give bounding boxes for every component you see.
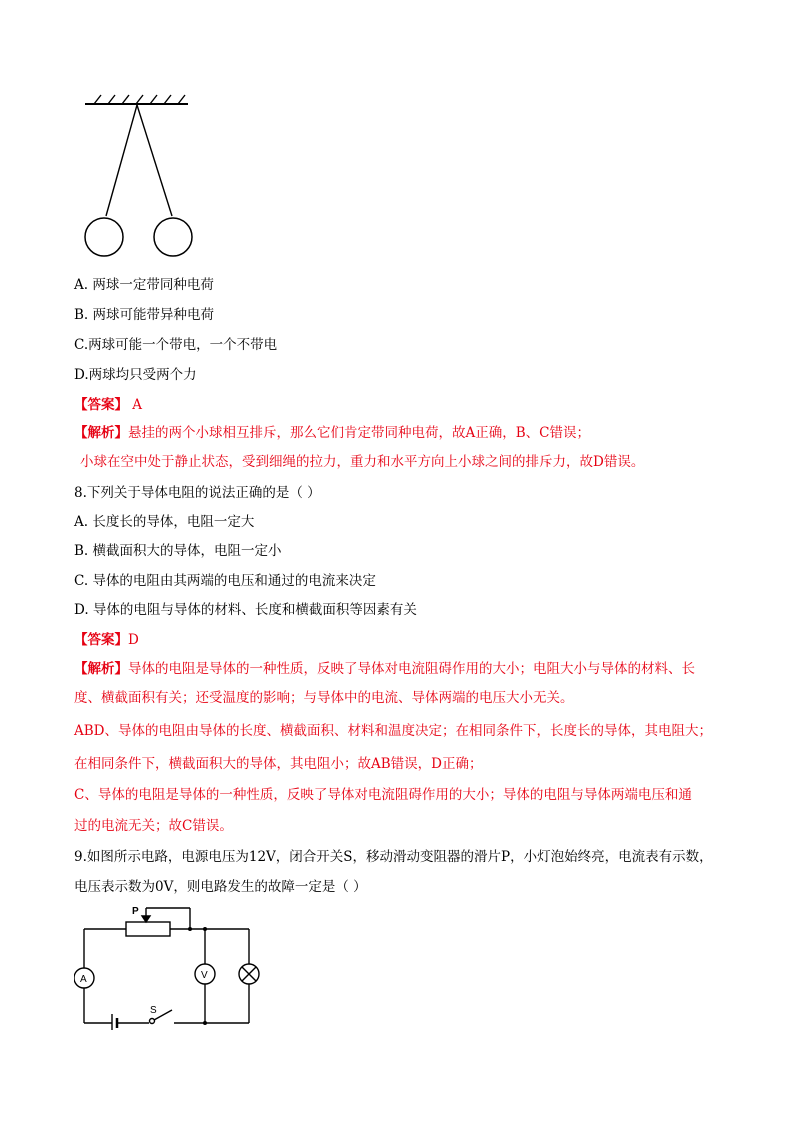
switch-label: S [150,1005,157,1016]
ammeter-label: A [80,974,87,985]
q8-option-a: A. 长度长的导体，电阻一定大 [74,514,255,530]
q7-analysis [74,424,590,442]
q8-analysis-line-4: 在相同条件下，横截面积大的导体，其电阻小；故AB错误，D正确； [74,756,483,772]
circuit-figure [74,900,264,1030]
analysis-text: 悬挂的两个小球相互排斥，那么它们肯定带同种电荷，故A正确，B、C错误； [128,425,590,441]
q9-stem-line-1: 9.如图所示电路，电源电压为12V，闭合开关S，移动滑动变阻器的滑片P，小灯泡始终亮，电流表有示数， [74,849,713,865]
q7-option-d: D.两球均只受两个力 [74,367,197,383]
right-ball [154,218,192,256]
q8-analysis-line-6: 过的电流无关；故C错误。 [74,818,233,834]
answer-label: 【答案】 [74,397,128,413]
left-ball [85,218,123,256]
q8-analysis-line-3: ABD、导体的电阻由导体的长度、横截面积、材料和温度决定；在相同条件下，长度长的导体，其电阻大； [74,723,712,739]
q8-analysis-line-5: C、导体的电阻是导体的一种性质，反映了导体对电流阻碍作用的大小；导体的电阻与导体两端电压和通 [74,787,692,803]
q8-option-b: B. 横截面积大的导体，电阻一定小 [74,543,282,559]
rheostat [126,922,170,936]
answer-value: D [128,632,139,648]
q8-analysis [74,660,695,678]
q8-option-d: D. 导体的电阻与导体的材料、长度和横截面积等因素有关 [74,602,417,618]
analysis-label: 【解析】 [74,661,128,677]
q9-stem-line-2: 电压表示数为0V，则电路发生的故障一定是（ ） [74,879,367,895]
q7-option-b: B. 两球可能带异种电荷 [74,307,215,323]
q7-answer [74,396,142,414]
analysis-text: 导体的电阻是导体的一种性质，反映了导体对电流阻碍作用的大小；电阻大小与导体的材料、长 [128,661,695,677]
slider-label: P [132,906,139,917]
q8-option-c: C. 导体的电阻由其两端的电压和通过的电流来决定 [74,573,376,589]
q8-stem: 8.下列关于导体电阻的说法正确的是（ ） [74,485,321,501]
q7-option-c: C.两球可能一个带电，一个不带电 [74,337,278,353]
q8-answer [74,631,139,649]
answer-value: A [128,397,143,413]
q7-option-a: A. 两球一定带同种电荷 [74,277,214,293]
pendulum-figure [80,92,220,262]
voltmeter-label: V [201,970,208,981]
q7-analysis-line-2: 小球在空中处于静止状态，受到细绳的拉力，重力和水平方向上小球之间的排斥力，故D错误。 [80,454,645,470]
analysis-label: 【解析】 [74,425,128,441]
answer-label: 【答案】 [74,632,128,648]
switch-pivot [150,1019,155,1024]
q8-analysis-line-2: 度、横截面积有关；还受温度的影响；与导体中的电流、导体两端的电压大小无关。 [74,690,574,706]
